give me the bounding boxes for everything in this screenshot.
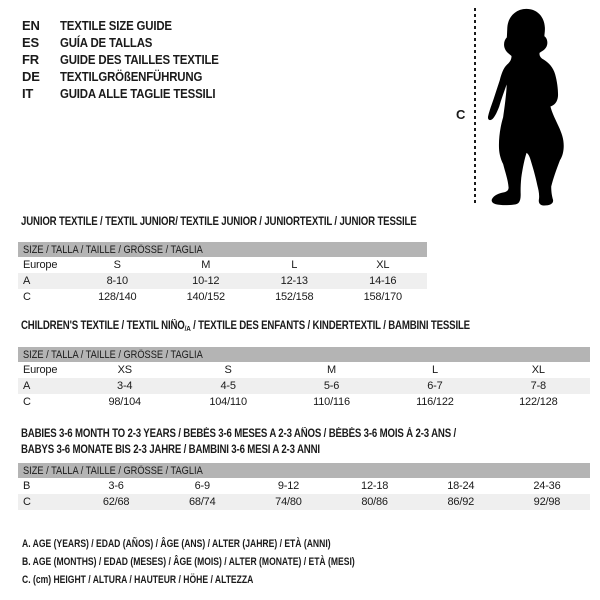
size-header-bar: SIZE / TALLA / TAILLE / GRÖSSE / TAGLIA [18, 347, 590, 362]
table-cell: 104/110 [209, 396, 247, 408]
language-title-list [22, 17, 240, 102]
table-cell: 110/116 [313, 396, 350, 408]
table-row-height [18, 394, 590, 410]
children-size-table [18, 347, 590, 410]
size-column-header: XL [376, 259, 390, 271]
guide-title-es: GUÍA DE TALLAS [60, 35, 153, 50]
language-code: FR [22, 52, 39, 67]
size-column-header: XL [531, 364, 545, 376]
table-cell: 10-12 [192, 275, 220, 287]
language-row-it [22, 85, 240, 102]
table-row-age [18, 378, 590, 394]
language-row-es [22, 34, 240, 51]
table-cell: 68/74 [188, 496, 216, 508]
table-cell: 80/86 [361, 496, 388, 508]
guide-title-de: TEXTILGRÖßENFÜHRUNG [60, 69, 203, 84]
table-cell: 12-18 [361, 480, 389, 492]
row-label: A [23, 275, 31, 287]
table-cell: 4-5 [220, 380, 236, 392]
language-code: DE [22, 69, 40, 84]
table-cell: 7-8 [530, 380, 546, 392]
language-code: IT [22, 86, 34, 101]
size-column-header: S [224, 364, 232, 376]
junior-table-title: JUNIOR TEXTILE / TEXTIL JUNIOR/ TEXTILE JUNIOR / JUNIORTEXTIL / JUNIOR TESSILE [21, 216, 417, 228]
table-cell: 86/92 [447, 496, 475, 508]
legend-note-height: C. (cm) HEIGHT / ALTURA / HAUTEUR / HÖHE / ALTEZZA [22, 574, 254, 586]
table-row-height [18, 289, 427, 305]
baby-silhouette-icon [480, 6, 600, 206]
table-row-europe [18, 257, 427, 273]
language-code: EN [22, 18, 40, 33]
table-cell: 24-36 [533, 480, 561, 492]
table-cell: 8-10 [106, 275, 128, 287]
size-column-header: S [113, 259, 121, 271]
row-label: Europe [23, 259, 58, 271]
babies-size-table [18, 463, 590, 510]
table-cell: 6-9 [194, 480, 210, 492]
size-column-header: L [431, 364, 438, 376]
language-row-en [22, 17, 240, 34]
size-column-header: M [201, 259, 211, 271]
size-header-bar: SIZE / TALLA / TAILLE / GRÖSSE / TAGLIA [18, 463, 590, 478]
babies-table-title-line1: BABIES 3-6 MONTH TO 2-3 YEARS / BEBÉS 3-6 MESES A 2-3 AÑOS / BÉBÉS 3-6 MOIS À 2-3 ANS / [21, 428, 457, 440]
table-cell: 116/122 [416, 396, 454, 408]
row-label: B [23, 480, 31, 492]
table-cell: 140/152 [186, 291, 225, 303]
table-cell: 122/128 [519, 396, 558, 408]
table-cell: 12-13 [280, 275, 308, 287]
table-row-europe [18, 362, 590, 378]
legend-note-age-months: B. AGE (MONTHS) / EDAD (MESES) / ÂGE (MOIS) / ALTER (MONATE) / ETÀ (MESI) [22, 556, 355, 568]
size-column-header: XS [117, 364, 132, 376]
size-header-bar: SIZE / TALLA / TAILLE / GRÖSSE / TAGLIA [18, 242, 427, 257]
table-cell: 158/170 [363, 291, 402, 303]
guide-title-en: TEXTILE SIZE GUIDE [60, 18, 172, 33]
language-row-fr [22, 51, 240, 68]
table-cell: 6-7 [427, 380, 443, 392]
guide-title-fr: GUIDE DES TAILLES TEXTILE [60, 52, 219, 67]
language-row-de [22, 68, 240, 85]
table-cell: 62/68 [102, 496, 130, 508]
table-cell: 18-24 [447, 480, 475, 492]
babies-table-title-line2: BABYS 3-6 MONATE BIS 2-3 JAHRE / BAMBINI 3-6 MESI A 2-3 ANNI [21, 444, 320, 456]
size-column-header: M [327, 364, 336, 376]
table-cell: 74/80 [275, 496, 302, 508]
row-label: Europe [23, 364, 58, 376]
table-cell: 5-6 [323, 380, 340, 392]
row-label: C [23, 396, 31, 408]
table-cell: 152/158 [275, 291, 314, 303]
junior-size-table [18, 242, 427, 305]
table-cell: 128/140 [98, 291, 137, 303]
table-row-height [18, 494, 590, 510]
language-code: ES [22, 35, 39, 50]
legend-note-age-years: A. AGE (YEARS) / EDAD (AÑOS) / ÂGE (ANS) / ALTER (JAHRE) / ETÀ (ANNI) [22, 538, 331, 550]
guide-title-it: GUIDA ALLE TAGLIE TESSILI [60, 86, 216, 101]
table-row-age-months [18, 478, 590, 494]
table-row-age [18, 273, 427, 289]
table-cell: 3-6 [108, 480, 124, 492]
row-label: C [23, 291, 31, 303]
height-measure-dashed-line [474, 8, 476, 204]
height-measure-label: C [456, 107, 466, 122]
table-cell: 3-4 [117, 380, 133, 392]
children-table-title: CHILDREN'S TEXTILE / TEXTIL $NIÑO_{/A}$ / TEXTILE DES ENFANTS / KINDERTEXTIL / BAMBINI TESSILE [21, 320, 470, 333]
row-label: C [23, 496, 31, 508]
size-column-header: L [291, 259, 298, 271]
table-cell: 9-12 [277, 480, 300, 492]
table-cell: 98/104 [108, 396, 141, 408]
table-cell: 92/98 [533, 496, 561, 508]
row-label: A [23, 380, 31, 392]
table-cell: 14-16 [369, 275, 397, 287]
